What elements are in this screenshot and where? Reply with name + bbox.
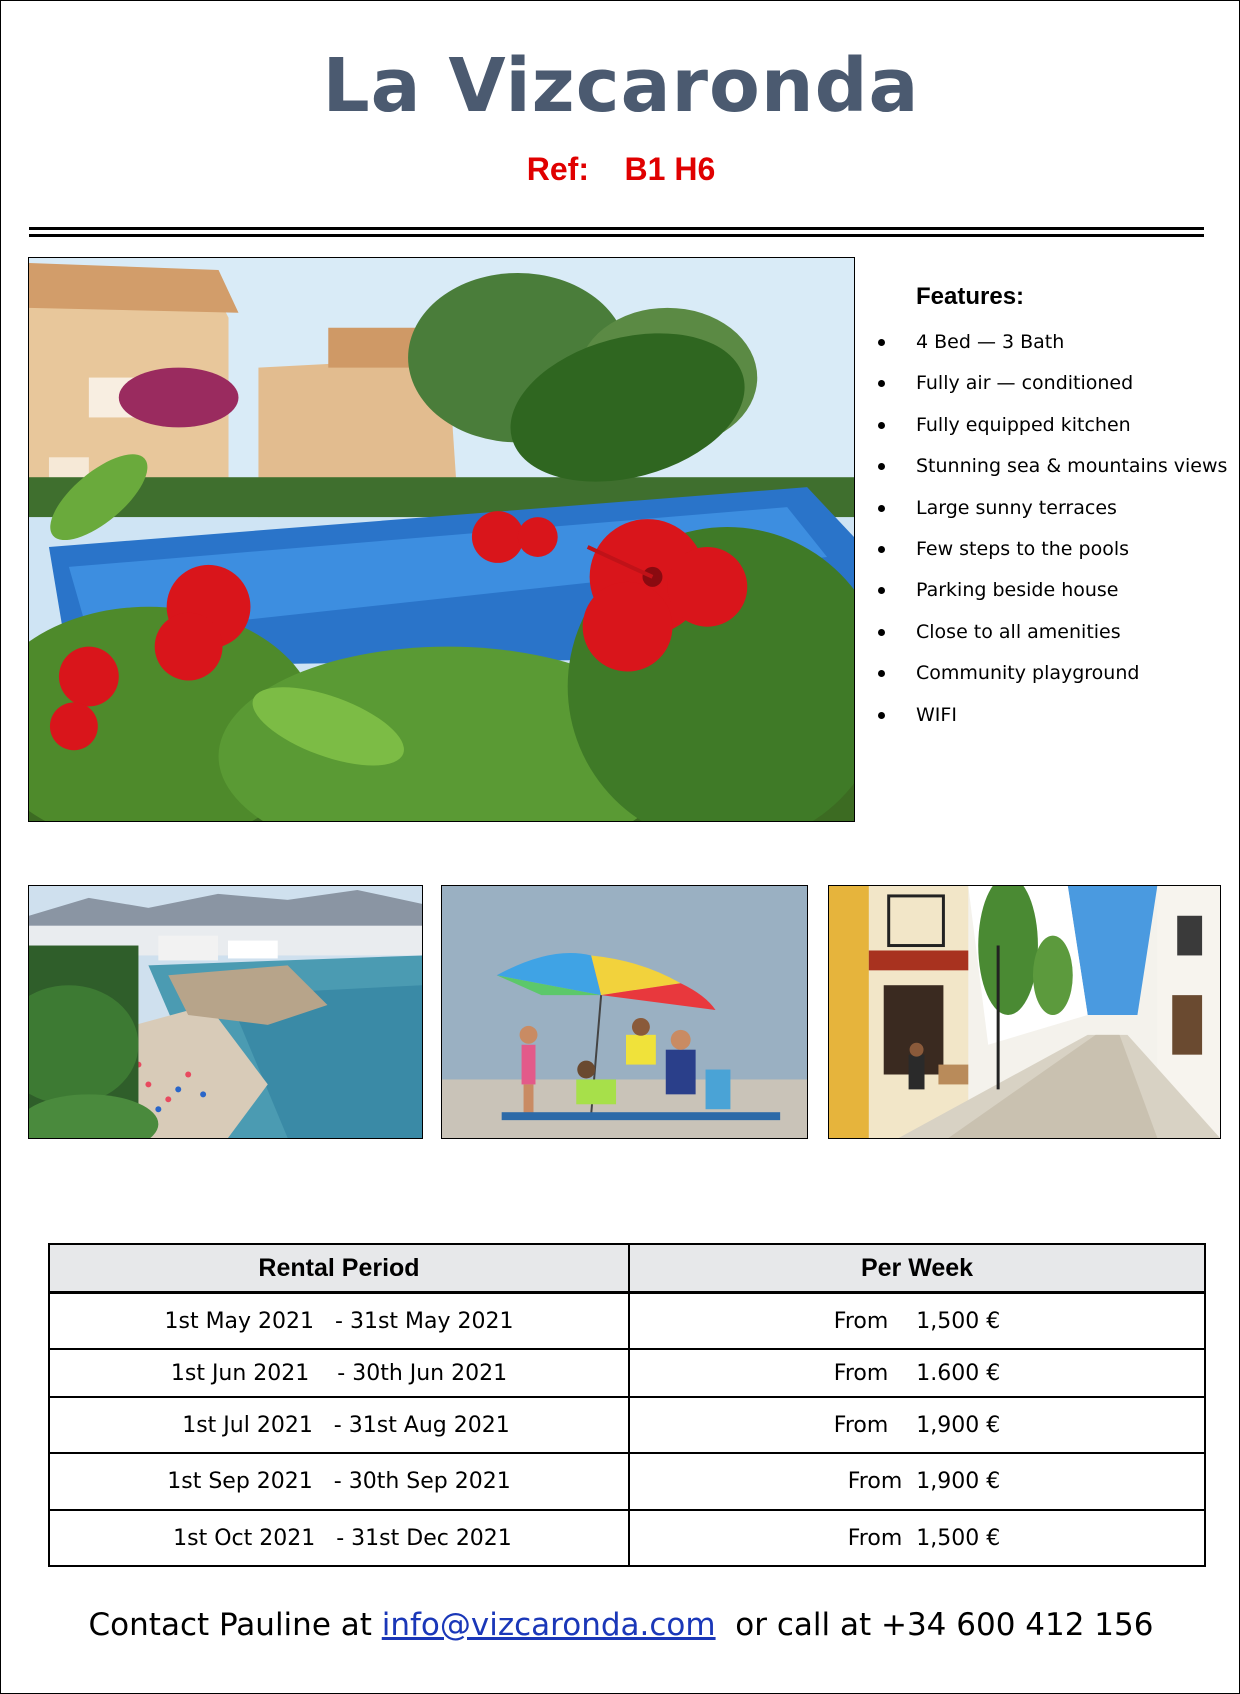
property-title: La Vizcaronda (322, 43, 920, 129)
bullet-icon (878, 463, 885, 470)
feature-item (876, 495, 1236, 536)
header-divider-bottom (29, 234, 1204, 237)
price-cell: From 1,500 € (629, 1510, 1205, 1566)
period-cell: 1st Oct 2021 - 31st Dec 2021 (49, 1510, 629, 1566)
feature-text: Fully air — conditioned (916, 372, 1134, 395)
table-row (49, 1293, 1205, 1350)
feature-item (876, 453, 1236, 494)
ref-value: B1 H6 (624, 151, 716, 187)
period-cell: 1st Jul 2021 - 31st Aug 2021 (49, 1397, 629, 1453)
bullet-icon (878, 712, 885, 719)
hibiscus-pool-photo (28, 257, 855, 822)
bullet-icon (878, 339, 885, 346)
feature-item (876, 370, 1236, 411)
feature-item (876, 536, 1236, 577)
features-heading: Features: (916, 283, 1025, 310)
feature-text: Parking beside house (916, 579, 1119, 602)
header-rental-period: Rental Period (49, 1244, 629, 1293)
table-row (49, 1453, 1205, 1510)
table-header-row (49, 1244, 1205, 1293)
table-row (49, 1397, 1205, 1453)
table-row (49, 1510, 1205, 1566)
feature-text: Fully equipped kitchen (916, 413, 1131, 436)
feature-item (876, 577, 1236, 618)
feature-item (876, 660, 1236, 701)
reference-line (1, 151, 1240, 188)
feature-text: Large sunny terraces (916, 496, 1117, 519)
feature-text: Close to all amenities (916, 620, 1121, 643)
contact-line (1, 1607, 1240, 1643)
rates-table (48, 1243, 1206, 1567)
feature-text: WIFI (916, 703, 957, 726)
feature-text: Few steps to the pools (916, 537, 1130, 560)
email-link[interactable]: info@vizcaronda.com (381, 1607, 716, 1643)
features-list (876, 329, 1236, 743)
bullet-icon (878, 380, 885, 387)
price-cell: From 1,500 € (629, 1293, 1205, 1350)
price-cell: From 1,900 € (629, 1453, 1205, 1510)
price-cell: From 1,900 € (629, 1397, 1205, 1453)
coastal-beach-photo (28, 885, 423, 1139)
feature-text: Stunning sea & mountains views (916, 455, 1228, 478)
bullet-icon (878, 670, 885, 677)
feature-item (876, 702, 1236, 743)
price-cell: From 1.600 € (629, 1349, 1205, 1397)
ref-label: Ref: (526, 151, 589, 187)
bullet-icon (878, 505, 885, 512)
period-cell: 1st Sep 2021 - 30th Sep 2021 (49, 1453, 629, 1510)
period-cell: 1st May 2021 - 31st May 2021 (49, 1293, 629, 1350)
features-section (876, 283, 1236, 743)
feature-item (876, 619, 1236, 660)
period-cell: 1st Jun 2021 - 30th Jun 2021 (49, 1349, 629, 1397)
bullet-icon (878, 629, 885, 636)
contact-prefix: Contact Pauline at (88, 1607, 382, 1643)
contact-phone-text: or call at +34 600 412 156 (715, 1607, 1154, 1643)
table-row (49, 1349, 1205, 1397)
feature-text: 4 Bed — 3 Bath (916, 331, 1065, 353)
header-per-week: Per Week (629, 1244, 1205, 1293)
feature-item (876, 412, 1236, 453)
feature-text: Community playground (916, 662, 1140, 685)
bullet-icon (878, 587, 885, 594)
feature-item (876, 329, 1236, 370)
header-divider-top (29, 227, 1204, 230)
beach-umbrella-family-photo (441, 885, 808, 1139)
white-village-street-photo (828, 885, 1221, 1139)
bullet-icon (878, 422, 885, 429)
bullet-icon (878, 546, 885, 553)
